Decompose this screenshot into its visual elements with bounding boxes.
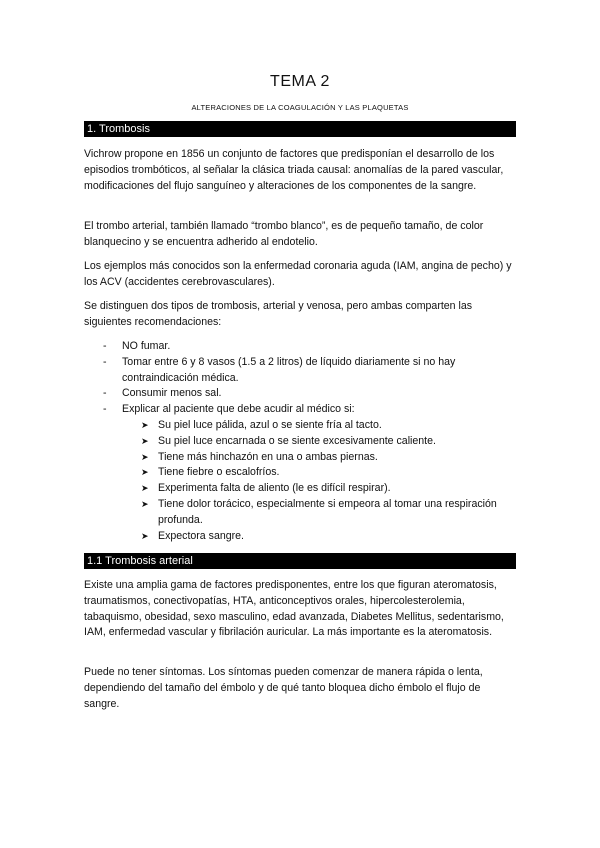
- arrow-bullet-icon: ➤: [141, 451, 149, 462]
- symptom-item: ➤ Tiene dolor torácico, especialmente si empeora al tomar una respiración profunda.: [141, 497, 497, 526]
- arrow-bullet-icon: ➤: [141, 483, 149, 494]
- arrow-bullet-icon: ➤: [141, 467, 149, 478]
- symptom-item: ➤ Su piel luce pálida, azul o se siente fría al tacto.: [84, 418, 516, 434]
- paragraph: Existe una amplia gama de factores predisponentes, entre los que figuran ateromatosis, traumatismos, conectivopatías, HTA, anticonceptivos orales, hipercolesterolemia, tabaquismo, obesidad, sexo masculino, edad avanzada, Diabetes Mellitus, sedentarismo, IAM, enfermedad vascular y fibrilación auricular. La más importante es la ateromatosis.: [84, 579, 504, 639]
- symptom-item: ➤ Tiene más hinchazón en una o ambas piernas.: [84, 450, 516, 466]
- arrow-bullet-icon: ➤: [141, 419, 149, 430]
- paragraph: Los ejemplos más conocidos son la enfermedad coronaria aguda (IAM, angina de pecho) y los ACV (accidentes cerebrovasculares).: [84, 260, 512, 288]
- document-title: TEMA 2: [270, 73, 330, 90]
- symptom-item: ➤ Tiene fiebre o escalofríos.: [84, 465, 516, 481]
- section-heading-trombosis: 1. Trombosis: [84, 121, 516, 137]
- arrow-bullet-icon: ➤: [141, 530, 149, 541]
- list-item: - Tomar entre 6 y 8 vasos (1.5 a 2 litros) de líquido diariamente si no hay contraindicación médica.: [103, 355, 456, 384]
- document-subtitle: ALTERACIONES DE LA COAGULACIÓN Y LAS PLAQUETAS: [191, 103, 409, 112]
- recommendations-list: [84, 339, 516, 544]
- symptom-item: ➤ Su piel luce encarnada o se siente excesivamente caliente.: [84, 434, 516, 450]
- paragraph: Vichrow propone en 1856 un conjunto de factores que predisponían el desarrollo de los episodios trombóticos, al señalar la clásica triada causal: anomalías de la pared vascular, modificaciones del flujo sanguíneo y alteraciones de los componentes de la sangre.: [84, 148, 504, 192]
- list-item: - Explicar al paciente que debe acudir al médico si:: [103, 403, 355, 416]
- paragraph: Puede no tener síntomas. Los síntomas pueden comenzar de manera rápida o lenta, dependiendo del tamaño del émbolo y de qué tanto bloquea dicho émbolo el flujo de sangre.: [84, 666, 483, 710]
- symptom-item: ➤ Experimenta falta de aliento (le es difícil respirar).: [84, 481, 516, 497]
- paragraph: Se distinguen dos tipos de trombosis, arterial y venosa, pero ambas comparten las siguientes recomendaciones:: [84, 300, 473, 328]
- section-heading-trombosis-arterial: 1.1 Trombosis arterial: [84, 553, 516, 569]
- paragraph: El trombo arterial, también llamado “trombo blanco”, es de pequeño tamaño, de color blanquecino y se encuentra adherido al endotelio.: [84, 220, 484, 248]
- list-item: - NO fumar.: [103, 340, 171, 352]
- list-item: - Consumir menos sal.: [103, 387, 222, 400]
- symptom-item: ➤ Expectora sangre.: [84, 529, 516, 545]
- arrow-bullet-icon: ➤: [141, 498, 149, 509]
- arrow-bullet-icon: ➤: [141, 435, 149, 446]
